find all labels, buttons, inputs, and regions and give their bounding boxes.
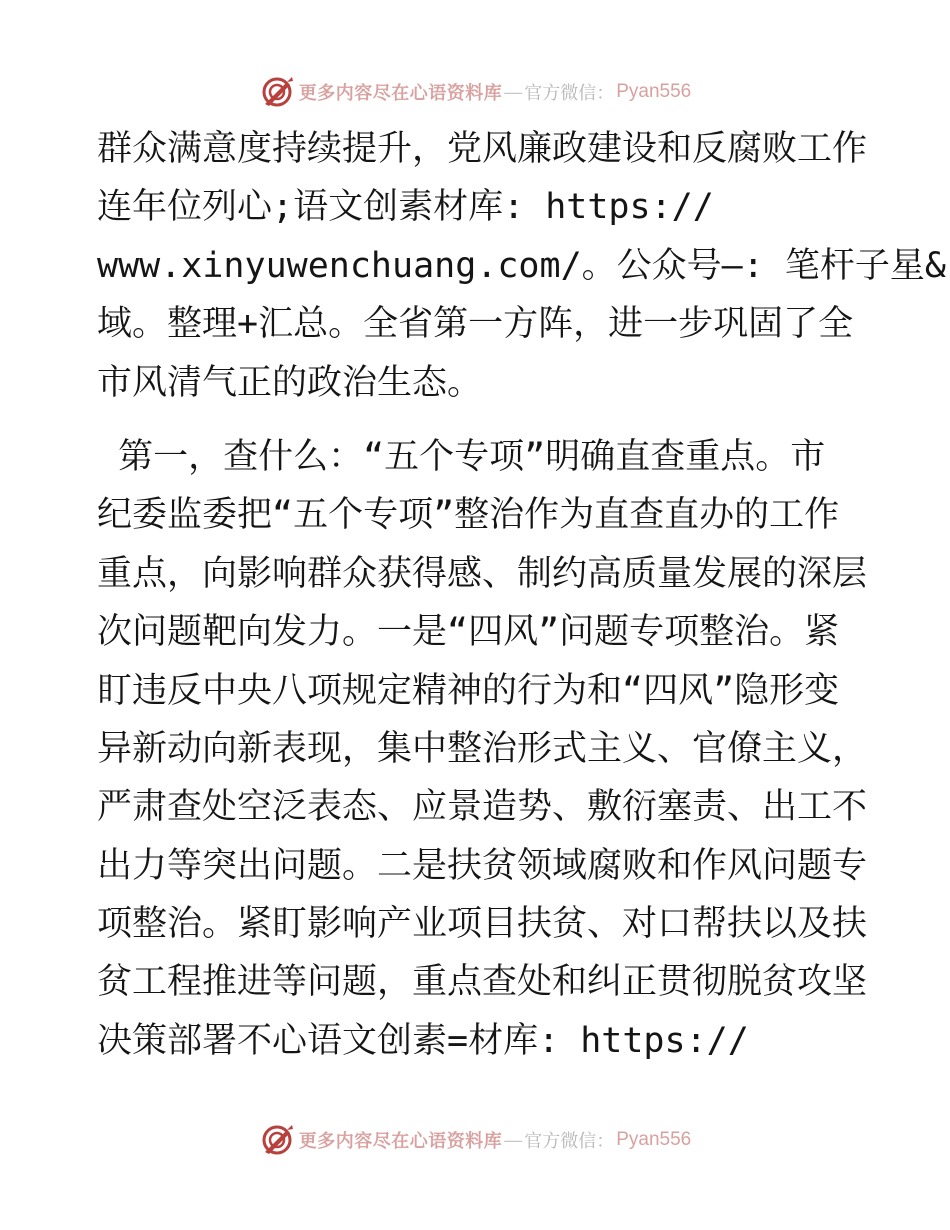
banner-wechat-id: Pyan556 [616, 1129, 692, 1150]
text-line: 连年位列心;语文创素材库: https:// [97, 187, 714, 228]
text-line: 出力等突出问题。二是扶贫领域腐败和作风问题专 [97, 845, 868, 886]
banner-dash: — [504, 1129, 523, 1150]
paragraph-1 [97, 120, 946, 412]
banner-official-label: 官方微信： [524, 83, 615, 104]
footer-banner [0, 1120, 950, 1160]
banner-main-text: 更多内容尽在心语资料库 [298, 83, 503, 104]
text-line: 域。整理+汇总。全省第一方阵，进一步巩固了全 [97, 304, 854, 345]
text-line: 盯违反中央八项规定精神的行为和“四风”隐形变 [97, 670, 840, 711]
paragraph-2 [97, 428, 868, 1070]
text-line: www.xinyuwenchuang.com/。公众号—: 笔杆子星& [97, 245, 946, 286]
document-body [97, 120, 946, 1070]
quill-pen-logo-icon [259, 1122, 295, 1158]
banner-wechat-id: Pyan556 [616, 81, 692, 102]
text-line: 纪委监委把“五个专项”整治作为直查直办的工作 [97, 495, 840, 536]
banner-dash: — [504, 81, 523, 102]
text-line: 项整治。紧盯影响产业项目扶贫、对口帮扶以及扶 [97, 904, 868, 945]
text-line: 市风清气正的政治生态。 [97, 362, 483, 403]
text-line: 异新动向新表现，集中整治形式主义、官僚主义， [97, 728, 868, 769]
text-line: 第一，查什么：“五个专项”明确直查重点。市 [97, 436, 826, 477]
text-line: 次问题靶向发力。一是“四风”问题专项整治。紧 [97, 612, 840, 653]
text-line: 严肃查处空泛表态、应景造势、敷衍塞责、出工不 [97, 787, 868, 828]
banner-main-text: 更多内容尽在心语资料库 [298, 1131, 503, 1152]
quill-pen-logo-icon [259, 74, 295, 110]
text-line: 贫工程推进等问题，重点查处和纠正贯彻脱贫攻坚 [97, 962, 868, 1003]
banner-official-label: 官方微信： [524, 1131, 615, 1152]
text-line: 重点，向影响群众获得感、制约高质量发展的深层 [97, 553, 868, 594]
paragraph-spacer [97, 412, 857, 428]
text-line: 群众满意度持续提升，党风廉政建设和反腐败工作 [97, 129, 868, 169]
text-line: 决策部署不心语文创素=材库: https:// [97, 1020, 749, 1061]
header-banner [0, 72, 950, 112]
